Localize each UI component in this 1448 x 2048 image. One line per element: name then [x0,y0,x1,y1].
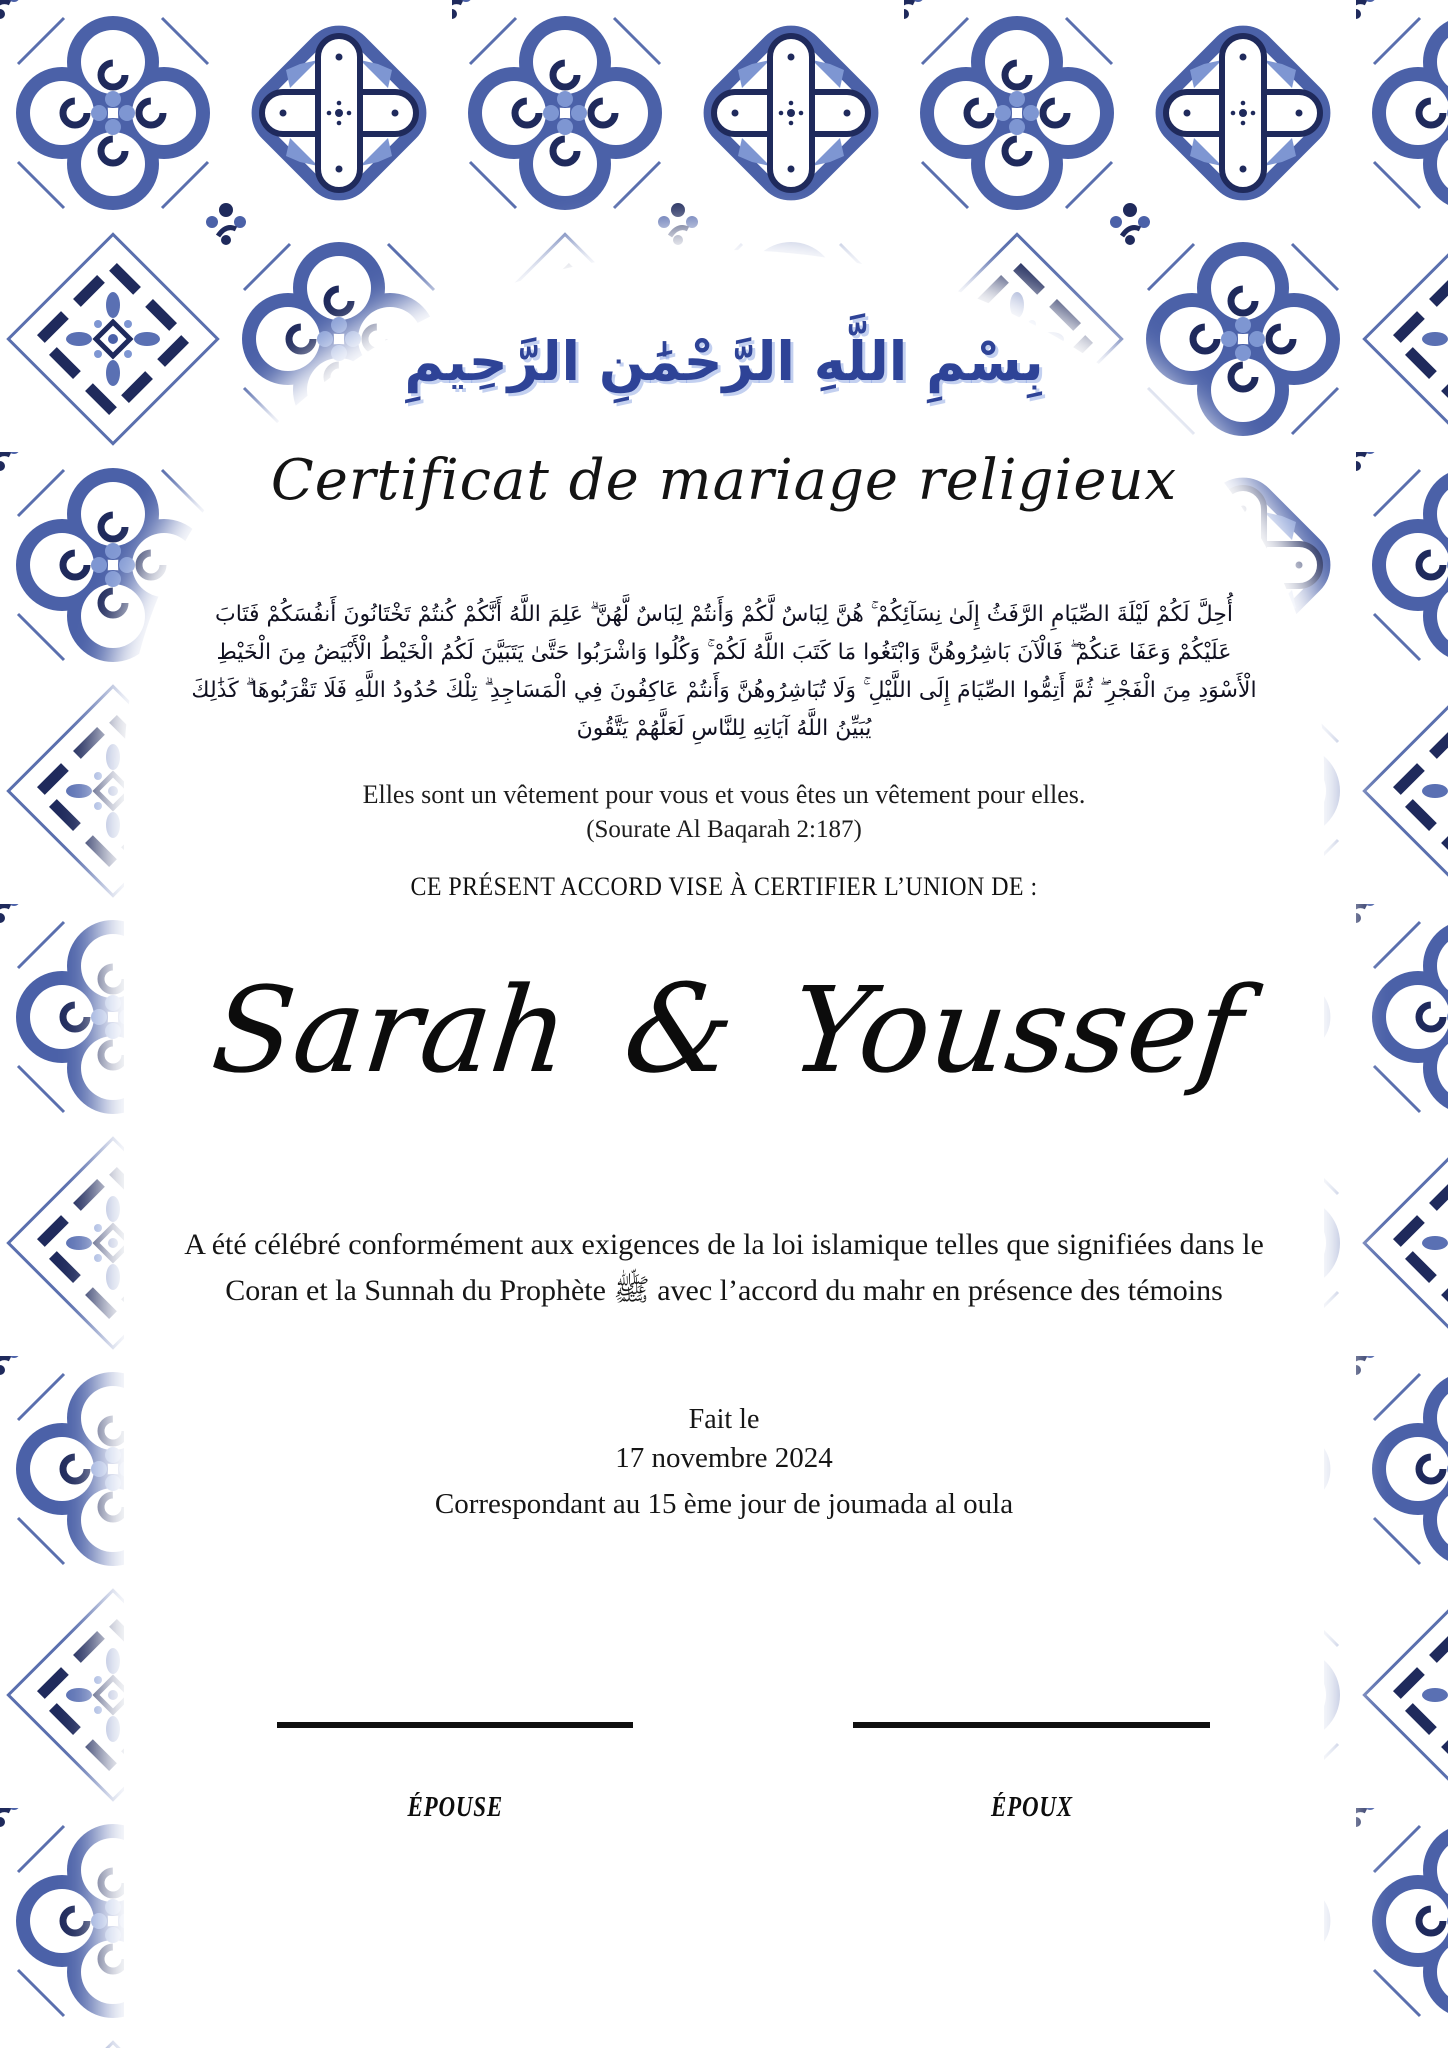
union-statement: CE PRÉSENT ACCORD VISE À CERTIFIER L’UNION DE : [410,872,1038,901]
verse-translation: Elles sont un vêtement pour vous et vous êtes un vêtement pour elles. [362,780,1086,809]
bride-name: Sarah [206,961,575,1099]
groom-name: Youssef [784,961,1249,1099]
bride-signature-label [277,1792,633,1824]
date-intro: Fait le [688,1404,760,1435]
quran-verse-line: الْأَسْوَدِ مِنَ الْفَجْرِ ۖ ثُمَّ أَتِمُّوا الصِّيَامَ إِلَى اللَّيْلِ ۚ وَلَا تُبَاشِرُوهُنَّ وَأَنتُمْ عَاكِفُونَ فِي الْمَسَاجِدِ ۗ تِلْكَ حُدُودُ اللَّهِ فَلَا تَقْرَبُوهَا ۗ كَذَٰلِكَ [191,678,1257,703]
groom-signature-label-text: ÉPOUX [990,1792,1073,1823]
hijri-date: Correspondant au 15 ème jour de joumada al oula [434,1488,1014,1520]
certificate-title: Certificat de mariage religieux [270,448,1178,513]
quran-verse-line: يُبَيِّنُ اللَّهُ آيَاتِهِ لِلنَّاسِ لَعَلَّهُمْ يَتَّقُونَ [576,716,872,741]
quran-verse [144,596,1304,748]
quran-verse-line: أُحِلَّ لَكُمْ لَيْلَةَ الصِّيَامِ الرَّفَثُ إِلَىٰ نِسَآئِكُمْ ۚ هُنَّ لِبَاسٌ لَّكُمْ وَأَنتُمْ لِبَاسٌ لَّهُنَّ ۗ عَلِمَ اللَّهُ أَنَّكُمْ كُنتُمْ تَخْتَانُونَ أَنفُسَكُمْ فَتَابَ [214,602,1233,627]
groom-signature-line [853,1722,1210,1728]
bismillah-calligraphy: بِسْمِ اللَّهِ الرَّحْمَٰنِ الرَّحِيمِ [404,330,1044,393]
couple-names [0,958,1448,1158]
bride-signature-label-text: ÉPOUSE [407,1792,503,1823]
verse-reference: (Sourate Al Baqarah 2:187) [586,816,862,843]
ampersand: & [618,958,742,1100]
groom-signature-label [853,1792,1210,1824]
quran-verse-line: عَلَيْكُمْ وَعَفَا عَنكُمْ ۖ فَالْآنَ بَاشِرُوهُنَّ وَابْتَغُوا مَا كَتَبَ اللَّهُ لَكُمْ ۚ وَكُلُوا وَاشْرَبُوا حَتَّىٰ يَتَبَيَّنَ لَكُمُ الْخَيْطُ الْأَبْيَضُ مِنَ الْخَيْطِ [216,640,1232,665]
celebration-statement: A été célébré conformément aux exigences de la loi islamique telles que signifiées dans le Coran et la Sunnah du Prophète ﷺ avec l’accord du mahr en présence des témoins [184,1228,1264,1307]
bride-signature-line [277,1722,633,1728]
gregorian-date: 17 novembre 2024 [615,1442,833,1474]
